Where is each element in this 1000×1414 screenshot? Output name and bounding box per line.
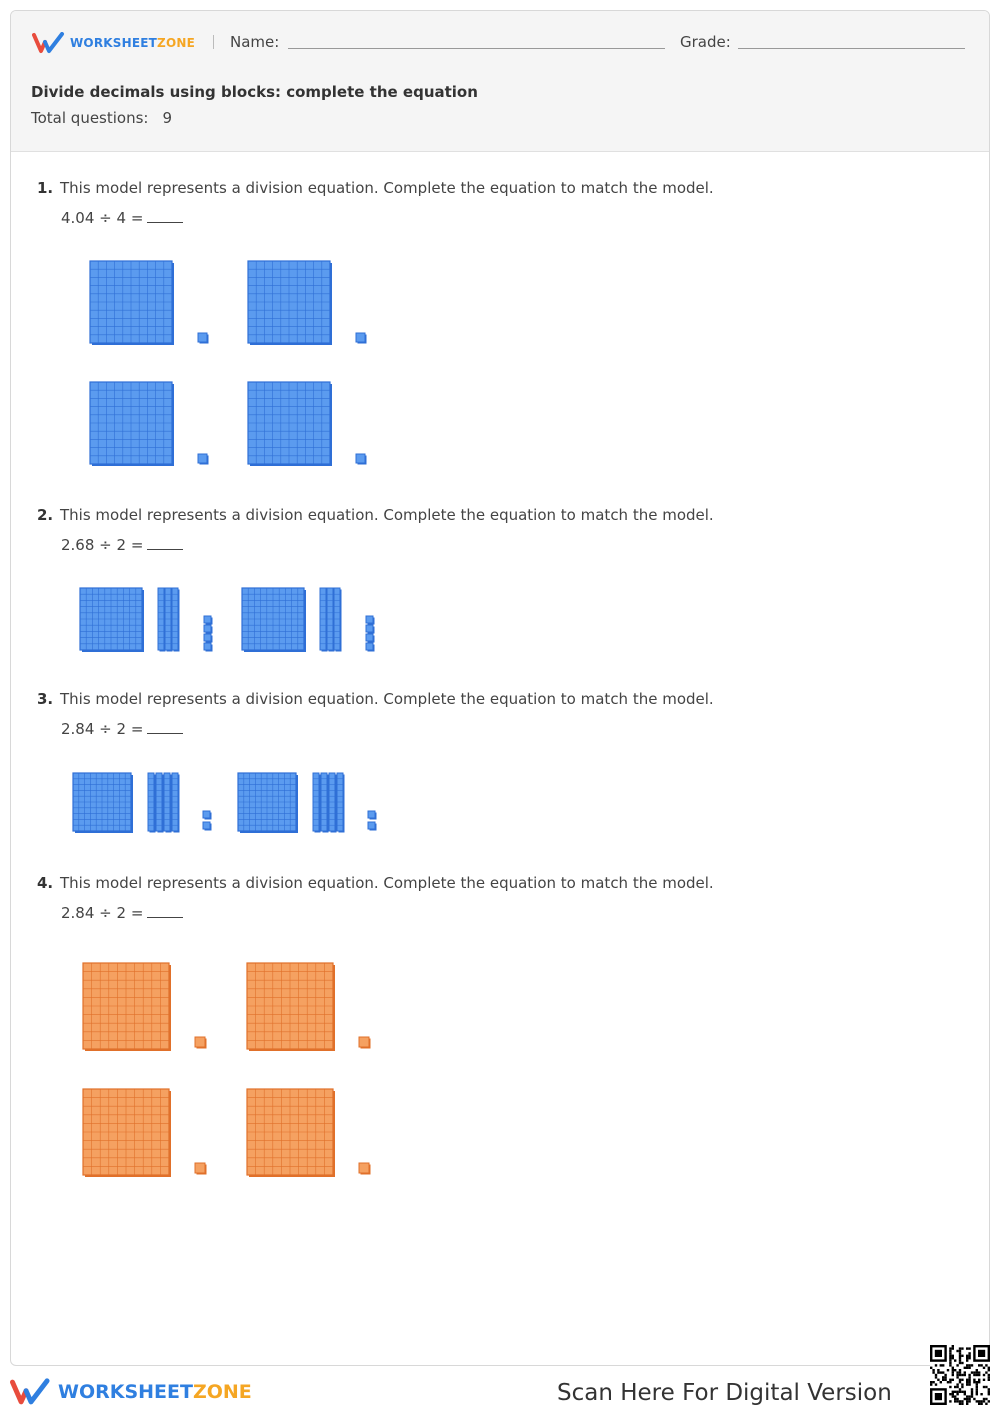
question-text: This model represents a division equation. Complete the equation to match the model. [60,690,714,708]
footer-logo [10,1377,252,1407]
rod-block [320,588,328,652]
footer-brand-worksheet: WORKSHEET [58,1381,193,1403]
worksheet-zone-logo-icon [32,32,66,54]
unit-cube [359,1163,371,1175]
qr-code-icon[interactable] [930,1345,990,1405]
flat-block [90,382,174,466]
equation-text: 2.84 ÷ 2 = [61,720,144,738]
rod-block [321,773,329,833]
worksheet-page [10,10,990,1366]
rod-block [165,588,173,652]
flat-block [90,261,174,345]
question-number: 4. [37,874,54,892]
unit-cube [356,454,367,465]
rod-block [156,773,164,833]
brand-name [70,36,195,50]
question-1 [37,179,937,227]
flat-block [83,963,171,1051]
question-text: This model represents a division equation. Complete the equation to match the model. [60,506,714,524]
total-questions-label: Total questions: [31,109,149,127]
question-equation [61,536,937,554]
answer-blank[interactable] [147,905,183,918]
unit-cube [204,643,213,652]
flat-block [73,773,133,833]
unit-cube [198,333,209,344]
brand-part-worksheet: WORKSHEET [70,36,158,50]
rod-block [172,773,180,833]
scan-text: Scan Here For Digital Version [557,1380,892,1406]
rod-block [327,588,335,652]
brand-logo [32,31,195,55]
base-ten-model [88,259,388,479]
flat-block [242,588,306,652]
equation-text: 4.04 ÷ 4 = [61,209,144,227]
base-ten-model [81,961,391,1191]
question-equation [61,209,937,227]
unit-cube [366,634,375,643]
name-label: Name: [230,33,280,51]
total-questions-value: 9 [162,109,173,127]
unit-cube [195,1037,207,1049]
question-equation [61,904,937,922]
question-prompt [37,506,937,524]
rod-block [329,773,337,833]
flat-block [238,773,298,833]
model-2 [78,586,398,670]
header-divider [213,35,214,49]
question-number: 3. [37,690,54,708]
rod-block [337,773,345,833]
question-2 [37,506,937,554]
question-text: This model represents a division equation. Complete the equation to match the model. [60,874,714,892]
unit-cube [366,643,375,652]
model-1 [88,259,388,483]
question-text: This model represents a division equation. Complete the equation to match the model. [60,179,714,197]
brand-part-zone: ZONE [157,36,195,50]
unit-cube [203,822,212,831]
question-prompt [37,179,937,197]
unit-cube [203,811,212,820]
flat-block [80,588,144,652]
unit-cube [204,634,213,643]
total-questions [31,109,172,127]
rod-block [164,773,172,833]
name-field[interactable] [288,48,665,49]
base-ten-model [71,771,401,851]
rod-block [334,588,342,652]
flat-block [247,963,335,1051]
flat-block [248,261,332,345]
grade-field[interactable] [738,48,965,49]
flat-block [248,382,332,466]
rod-block [158,588,166,652]
footer-brand-zone: ZONE [192,1381,252,1403]
question-prompt [37,690,937,708]
unit-cube [368,811,377,820]
flat-block [83,1089,171,1177]
worksheet-zone-logo-icon [10,1377,52,1407]
model-3 [71,771,401,855]
rod-block [172,588,180,652]
worksheet-header [11,11,989,152]
unit-cube [366,625,375,634]
flat-block [247,1089,335,1177]
unit-cube [198,454,209,465]
question-3 [37,690,937,738]
question-4 [37,874,937,922]
unit-cube [368,822,377,831]
base-ten-model [78,586,398,666]
unit-cube [195,1163,207,1175]
unit-cube [204,625,213,634]
equation-text: 2.68 ÷ 2 = [61,536,144,554]
question-number: 1. [37,179,54,197]
rod-block [148,773,156,833]
question-number: 2. [37,506,54,524]
answer-blank[interactable] [147,537,183,550]
question-prompt [37,874,937,892]
rod-block [313,773,321,833]
unit-cube [359,1037,371,1049]
unit-cube [366,616,375,625]
footer-brand-name [58,1381,252,1403]
worksheet-title: Divide decimals using blocks: complete the equation [31,83,478,101]
unit-cube [204,616,213,625]
answer-blank[interactable] [147,721,183,734]
equation-text: 2.84 ÷ 2 = [61,904,144,922]
model-4 [81,961,391,1195]
question-equation [61,720,937,738]
grade-label: Grade: [680,33,731,51]
unit-cube [356,333,367,344]
answer-blank[interactable] [147,210,183,223]
